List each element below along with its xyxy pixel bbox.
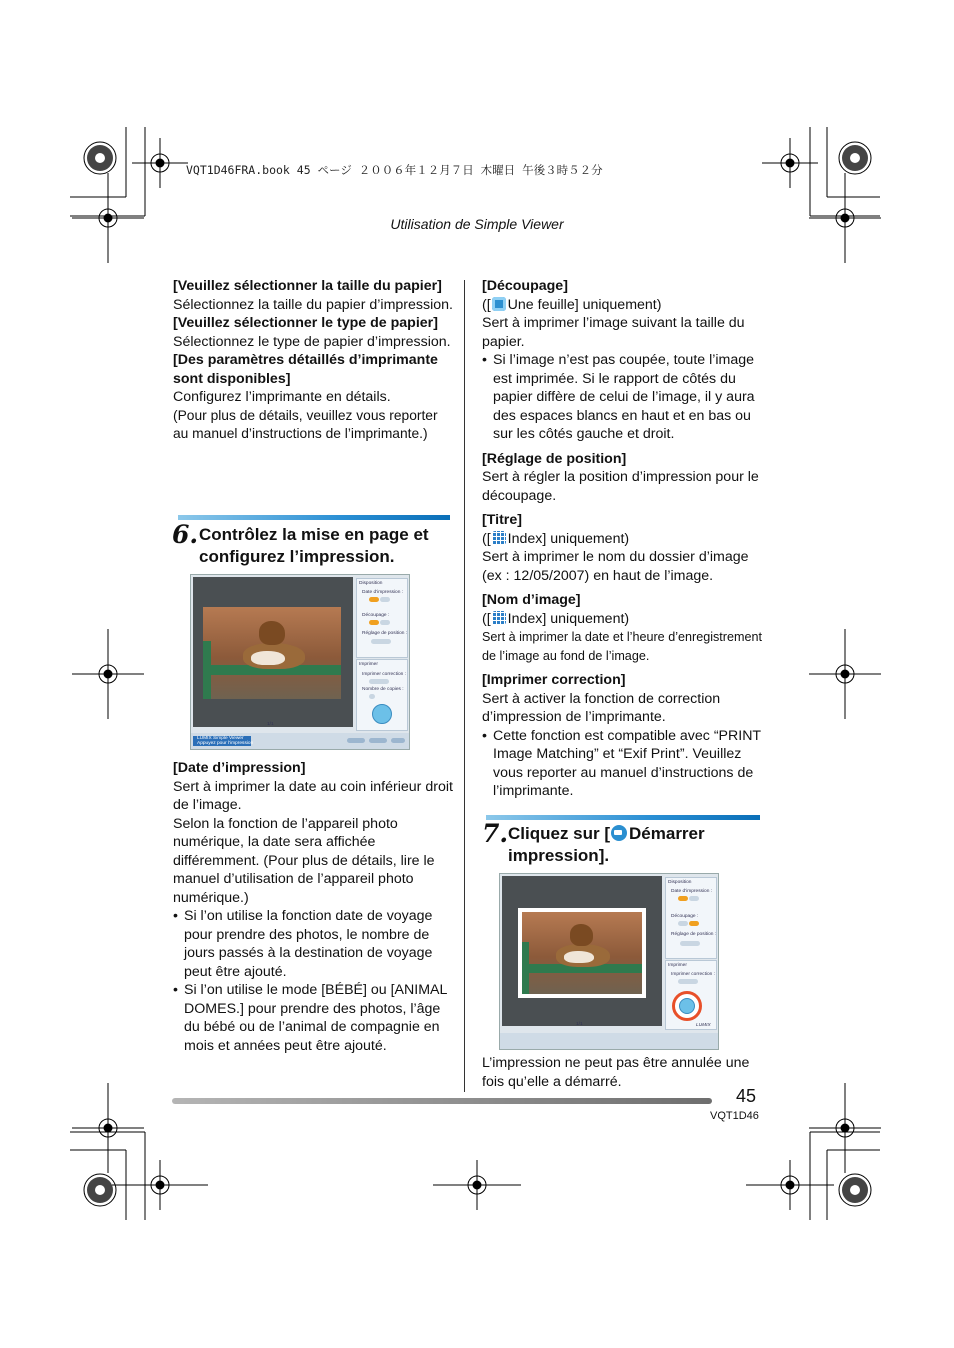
index-icon [492, 531, 506, 545]
step6-title: Contrôlez la mise en page et configurez l’impression. [199, 525, 429, 566]
heading-imprimer-correction: [Imprimer correction] [482, 672, 626, 688]
nom-condition: ([ Index] uniquement) [482, 610, 630, 627]
bullet-imprimer-correction: • Cette fonction est compatible avec “PRINT Image Matching” et “Exif Print”. Veuillez vous reporter au manuel d’instructions de l’imprimante. [482, 727, 764, 801]
index-icon [492, 611, 506, 625]
dog-photo [522, 912, 642, 994]
page-number: 45 [736, 1086, 757, 1106]
screen-footer [500, 1022, 718, 1049]
text-type-papier: Sélectionnez le type de papier d’impression. [173, 333, 451, 350]
text-parametres: Configurez l’imprimante en détails. [173, 389, 391, 405]
right-column [482, 277, 764, 801]
heading-titre: [Titre] [482, 512, 522, 528]
text-date-details: Selon la fonction de l’appareil photo numérique, la date sera affichée différemment. (Pour plus de détails, lire le manuel d’utilisation de l’appareil photo numérique.) [173, 815, 435, 906]
bottom-btn-1[interactable] [347, 738, 365, 743]
screen-footer [191, 722, 409, 749]
document-code: VQT1D46 [710, 1110, 759, 1122]
heading-decoupage: [Découpage] [482, 278, 568, 294]
position-control[interactable] [680, 941, 700, 946]
correction-toggle[interactable] [678, 979, 698, 984]
label-date-impression: Date d’impression : [362, 590, 404, 595]
label-imprimer: Imprimer [668, 963, 687, 968]
correction-toggle[interactable] [369, 679, 389, 684]
label-disposition: Disposition [359, 581, 383, 586]
text-imprimer-correction: Sert à activer la fonction de correction d’impression de l’imprimante. [482, 690, 721, 725]
footer-bar [172, 1098, 712, 1104]
label-imprimer: Imprimer [359, 662, 378, 667]
decoupage-on-button[interactable] [678, 921, 688, 926]
bullet-date-voyage: • Si l’on utilise la fonction date de voyage pour prendre des photos, le nombre de jours passés à la destination de voyage peut être ajouté. [173, 907, 455, 981]
disposition-panel [665, 877, 717, 959]
brand-label: LUMIX Simple Viewer [197, 736, 244, 741]
text-decoupage: Sert à imprimer l’image suivant la taille du papier. [482, 315, 745, 350]
date-on-button[interactable] [678, 896, 688, 901]
dog-photo [203, 607, 341, 699]
column-divider [464, 280, 465, 1092]
text-date-impression: Sert à imprimer la date au coin inférieur droit de l’image. [173, 778, 453, 813]
nav-counter: 1/1 [576, 1022, 583, 1027]
heading-type-papier: [Veuillez sélectionner le type de papier] [173, 315, 438, 331]
left-column [173, 277, 455, 444]
sub-label: Appuyez pour l’impression [197, 741, 254, 746]
page-header: Utilisation de Simple Viewer [390, 216, 564, 232]
heading-taille-papier: [Veuillez sélectionner la taille du papier] [173, 278, 442, 294]
final-note: L’impression ne peut pas être annulée une fois qu’elle a démarré. [482, 1055, 750, 1090]
start-print-button[interactable] [679, 998, 695, 1014]
heading-parametres: [Des paramètres détaillés d’imprimante sont disponibles] [173, 352, 438, 387]
titre-condition: ([ Index] uniquement) [482, 530, 630, 547]
heading-reglage-position: [Réglage de position] [482, 450, 627, 467]
label-decoupage: Découpage : [671, 914, 699, 919]
date-off-button[interactable] [689, 896, 699, 901]
text-taille-papier: Sélectionnez la taille du papier d’impression. [173, 296, 453, 313]
screenshot-print [499, 873, 719, 1050]
decoupage-on-button[interactable] [369, 620, 379, 625]
step6-bar [178, 515, 450, 520]
label-imprimer-correction: Imprimer correction : [362, 672, 406, 677]
bullet-decoupage: • Si l’image n’est pas coupée, toute l’image est imprimée. Si le rapport de côtés du papier diffère de celui de l’image, il y aura des espaces blancs en haut et en bas ou sur les côtés gauche et droit. [482, 351, 764, 444]
disposition-panel [356, 578, 408, 658]
bottom-btn-2[interactable] [369, 738, 387, 743]
date-off-button[interactable] [380, 597, 390, 602]
text-titre: Sert à imprimer le nom du dossier d’image (ex : 12/05/2007) en haut de l’image. [482, 549, 749, 584]
label-nombre-copies: Nombre de copies : [362, 687, 404, 692]
imprimer-panel [356, 659, 408, 731]
decoupage-condition: ([ Une feuille] uniquement) [482, 296, 662, 313]
heading-nom-image: [Nom d’image] [482, 592, 581, 608]
bottom-btn-3[interactable] [391, 738, 405, 743]
image-viewer-area [502, 876, 662, 1026]
bullet-bebe-animal: • Si l’on utilise le mode [BÉBÉ] ou [ANIMAL DOMES.] pour prendre des photos, l’âge du bébé ou de l’animal de compagnie en mois et années peut être ajouté. [173, 981, 455, 1055]
heading-date-impression: [Date d’impression] [173, 760, 306, 776]
une-feuille-icon [492, 297, 506, 311]
text-parametres-note: (Pour plus de détails, veuillez vous reporter au manuel d’instructions de l’imprimante.) [173, 407, 438, 441]
date-on-button[interactable] [369, 597, 379, 602]
printer-slug-line: VQT1D46FRA.book 45 ページ ２００６年１２月７日 木曜日 午後３時５２分 [186, 163, 603, 177]
copies-stepper[interactable] [369, 694, 375, 699]
step7-number: 7. [482, 819, 509, 848]
label-imprimer-correction: Imprimer correction : [671, 972, 715, 977]
text-reglage-position: Sert à régler la position d’impression pour le découpage. [482, 469, 759, 504]
demarrer-impression-icon [611, 825, 627, 841]
start-print-button[interactable] [372, 704, 392, 724]
decoupage-off-button[interactable] [380, 620, 390, 625]
text-nom-image: Sert à imprimer la date et l’heure d’enregistrement de l’image au fond de l’image. [482, 630, 762, 663]
nav-counter: 1/1 [267, 722, 274, 727]
label-reglage: Réglage de position : [362, 631, 408, 636]
logo: LUMIX [696, 1023, 711, 1028]
label-disposition: Disposition [668, 880, 692, 885]
step7-bar [486, 815, 760, 820]
screenshot-layout [190, 574, 410, 750]
imprimer-panel [665, 960, 717, 1030]
left-column-lower [173, 759, 455, 1055]
step7-title: Cliquez sur [ Démarrer impression]. [508, 824, 705, 865]
label-decoupage: Découpage : [362, 613, 390, 618]
label-reglage: Réglage de position : [671, 932, 717, 937]
image-viewer-area [193, 577, 353, 727]
decoupage-off-button[interactable] [689, 921, 699, 926]
label-date-impression: Date d’impression : [671, 889, 713, 894]
step6-number: 6. [172, 520, 199, 549]
position-control[interactable] [371, 639, 391, 644]
